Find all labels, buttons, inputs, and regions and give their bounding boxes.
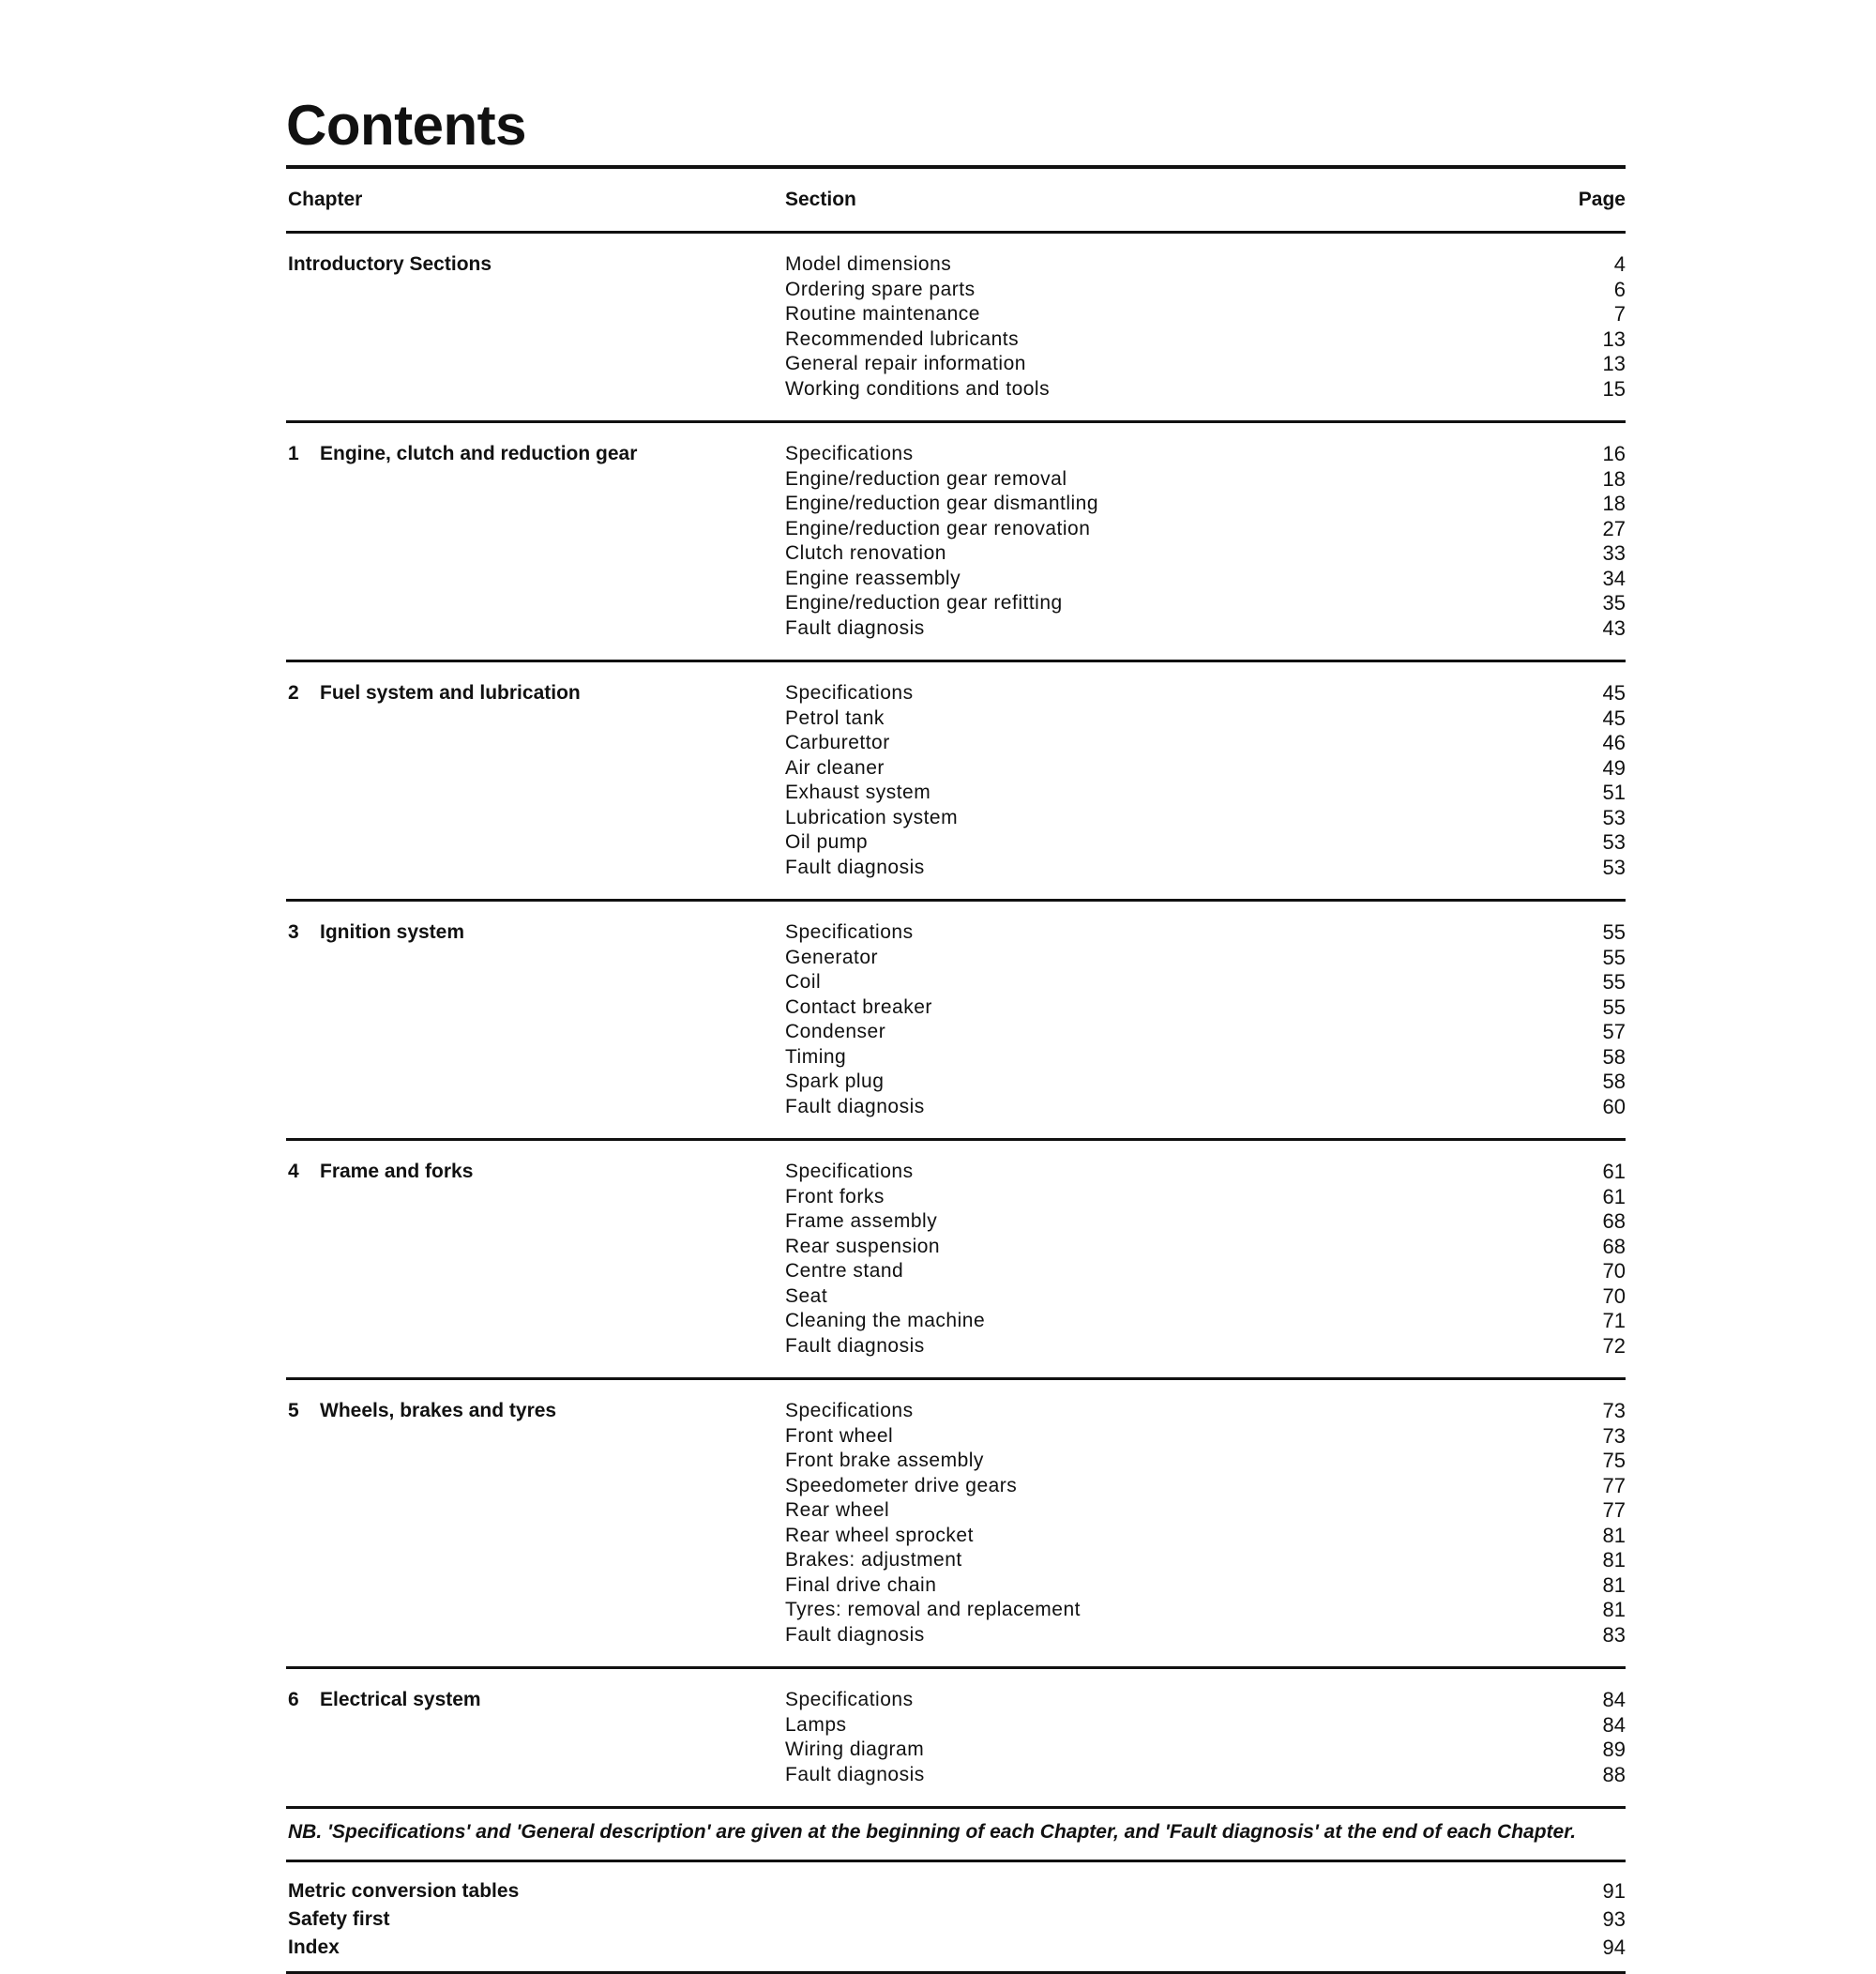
chapter-block [286, 234, 1626, 420]
chapter-block [286, 902, 1626, 1138]
section-row [785, 1095, 1626, 1120]
section-row [785, 1045, 1626, 1071]
section-page: 73 [1602, 1399, 1626, 1422]
section-page: 45 [1602, 681, 1626, 705]
section-page: 61 [1602, 1184, 1626, 1208]
section-list [785, 442, 1626, 641]
section-page: 49 [1602, 755, 1626, 780]
section-row [785, 681, 1626, 706]
section-page: 70 [1602, 1259, 1626, 1283]
contents-page [286, 86, 1626, 1974]
section-page: 72 [1602, 1333, 1626, 1358]
section-row [785, 781, 1626, 806]
section-name: Specifications [785, 682, 914, 704]
section-page: 57 [1602, 1020, 1626, 1043]
section-name: Speedometer drive gears [785, 1474, 1018, 1496]
section-page: 45 [1602, 706, 1626, 730]
chapter-title: Engine, clutch and reduction gear [320, 443, 638, 464]
appendix-row [286, 1877, 1626, 1906]
section-name: Front wheel [785, 1424, 894, 1447]
section-row [785, 591, 1626, 616]
section-page: 16 [1602, 442, 1626, 465]
section-name: Spark plug [785, 1071, 885, 1092]
chapter-title: Ignition system [320, 921, 465, 943]
chapter-list [286, 231, 1626, 1806]
section-row [785, 806, 1626, 831]
section-row [785, 541, 1626, 567]
section-name: Ordering spare parts [785, 278, 976, 300]
section-name: Generator [785, 946, 879, 968]
chapter-number: 2 [288, 682, 299, 704]
section-row [785, 1738, 1626, 1763]
section-name: Oil pump [785, 831, 869, 853]
section-row [785, 1309, 1626, 1334]
chapter-title: Introductory Sections [288, 253, 492, 275]
section-name: Fault diagnosis [785, 616, 925, 639]
section-name: Coil [785, 971, 822, 993]
section-name: Timing [785, 1045, 847, 1068]
section-row [785, 327, 1626, 353]
chapter-number: 3 [288, 921, 299, 943]
section-page: 81 [1602, 1598, 1626, 1621]
section-row [785, 1763, 1626, 1788]
section-page: 53 [1602, 855, 1626, 879]
section-row [785, 1424, 1626, 1450]
section-name: Air cleaner [785, 756, 885, 779]
section-name: Frame assembly [785, 1210, 938, 1232]
appendix-page: 93 [1602, 1907, 1626, 1931]
section-name: Fault diagnosis [785, 856, 925, 878]
section-name: Engine/reduction gear renovation [785, 517, 1091, 539]
section-page: 60 [1602, 1094, 1626, 1118]
section-row [785, 492, 1626, 517]
section-row [785, 352, 1626, 377]
section-name: Routine maintenance [785, 303, 980, 325]
section-row [785, 1160, 1626, 1185]
chapter-block [286, 1669, 1626, 1806]
section-page: 70 [1602, 1283, 1626, 1308]
section-page: 18 [1602, 492, 1626, 515]
section-row [785, 1474, 1626, 1499]
section-page: 46 [1602, 731, 1626, 754]
section-row [785, 1334, 1626, 1359]
section-row [785, 756, 1626, 782]
chapter-heading [286, 442, 785, 641]
section-page: 81 [1602, 1548, 1626, 1572]
section-page: 55 [1602, 920, 1626, 944]
chapter-number: 5 [288, 1400, 299, 1421]
section-row [785, 567, 1626, 592]
section-row [785, 1235, 1626, 1260]
chapter-heading [286, 252, 785, 402]
section-name: Specifications [785, 921, 914, 943]
section-row [785, 1713, 1626, 1739]
section-page: 61 [1602, 1160, 1626, 1183]
section-name: Brakes: adjustment [785, 1549, 962, 1571]
appendix-title: Metric conversion tables [288, 1880, 520, 1902]
section-name: Front forks [785, 1185, 885, 1207]
section-name: Model dimensions [785, 253, 952, 275]
section-row [785, 970, 1626, 995]
section-row [785, 377, 1626, 402]
section-page: 71 [1602, 1309, 1626, 1332]
section-name: Centre stand [785, 1260, 904, 1282]
section-name: Lamps [785, 1713, 847, 1736]
section-page: 84 [1602, 1712, 1626, 1737]
chapter-block [286, 423, 1626, 660]
section-name: Recommended lubricants [785, 327, 1020, 350]
section-name: Final drive chain [785, 1573, 937, 1596]
chapter-block [286, 662, 1626, 899]
section-page: 6 [1613, 277, 1626, 301]
section-name: Cleaning the machine [785, 1310, 986, 1331]
section-name: General repair information [785, 353, 1026, 374]
section-page: 33 [1602, 541, 1626, 565]
section-name: Carburettor [785, 732, 890, 753]
section-row [785, 1498, 1626, 1524]
appendix-page: 91 [1602, 1879, 1626, 1903]
section-row [785, 731, 1626, 756]
section-name: Engine/reduction gear dismantling [785, 493, 1099, 514]
section-row [785, 920, 1626, 946]
section-name: Working conditions and tools [785, 377, 1051, 400]
section-page: 13 [1602, 326, 1626, 351]
section-name: Rear wheel sprocket [785, 1524, 974, 1546]
section-page: 7 [1613, 302, 1626, 326]
section-page: 81 [1602, 1523, 1626, 1547]
chapter-number: 4 [288, 1161, 299, 1182]
section-name: Seat [785, 1284, 828, 1307]
section-name: Specifications [785, 1689, 914, 1710]
section-name: Rear suspension [785, 1235, 941, 1257]
section-name: Wiring diagram [785, 1739, 925, 1760]
chapter-title: Fuel system and lubrication [320, 682, 581, 704]
section-name: Specifications [785, 1161, 914, 1182]
section-list [785, 1160, 1626, 1359]
section-name: Fault diagnosis [785, 1763, 925, 1785]
section-page: 88 [1602, 1762, 1626, 1786]
section-page: 34 [1602, 566, 1626, 590]
section-row [785, 252, 1626, 278]
section-page: 58 [1602, 1044, 1626, 1069]
section-row [785, 517, 1626, 542]
chapter-title: Wheels, brakes and tyres [320, 1400, 557, 1421]
section-page: 4 [1613, 252, 1626, 276]
section-page: 15 [1602, 376, 1626, 401]
section-row [785, 1524, 1626, 1549]
section-name: Rear wheel [785, 1499, 890, 1521]
section-page: 35 [1602, 591, 1626, 615]
chapter-title: Electrical system [320, 1689, 481, 1710]
section-row [785, 1399, 1626, 1424]
appendix-row [286, 1906, 1626, 1934]
column-headers [286, 169, 1626, 231]
section-row [785, 1284, 1626, 1310]
appendix-row [286, 1934, 1626, 1962]
section-name: Condenser [785, 1021, 886, 1042]
section-page: 84 [1602, 1688, 1626, 1711]
section-row [785, 442, 1626, 467]
chapter-heading [286, 1688, 785, 1787]
section-page: 55 [1602, 995, 1626, 1019]
section-row [785, 1573, 1626, 1599]
section-row [785, 1185, 1626, 1210]
section-page: 27 [1602, 516, 1626, 540]
section-row [785, 856, 1626, 881]
section-list [785, 1688, 1626, 1787]
section-list [785, 1399, 1626, 1648]
section-name: Tyres: removal and replacement [785, 1599, 1081, 1620]
section-list [785, 920, 1626, 1119]
section-page: 58 [1602, 1070, 1626, 1093]
section-name: Fault diagnosis [785, 1623, 925, 1646]
section-row [785, 467, 1626, 493]
section-name: Specifications [785, 443, 914, 464]
section-page: 89 [1602, 1738, 1626, 1761]
section-row [785, 1070, 1626, 1095]
section-name: Specifications [785, 1400, 914, 1421]
section-row [785, 1598, 1626, 1623]
section-page: 77 [1602, 1473, 1626, 1497]
section-page: 51 [1602, 781, 1626, 804]
chapter-title: Frame and forks [320, 1161, 474, 1182]
section-name: Clutch renovation [785, 542, 946, 564]
section-name: Fault diagnosis [785, 1334, 925, 1357]
section-row [785, 1020, 1626, 1045]
chapter-heading [286, 1160, 785, 1359]
section-row [785, 946, 1626, 971]
appendix-page: 94 [1602, 1936, 1626, 1959]
section-name: Lubrication system [785, 806, 959, 828]
section-row [785, 616, 1626, 642]
section-page: 43 [1602, 615, 1626, 640]
section-row [785, 278, 1626, 303]
section-page: 53 [1602, 805, 1626, 829]
section-row [785, 1259, 1626, 1284]
section-page: 53 [1602, 830, 1626, 854]
section-name: Petrol tank [785, 706, 885, 729]
section-row [785, 1449, 1626, 1474]
chapter-block [286, 1380, 1626, 1666]
header-section: Section [785, 189, 856, 210]
section-row [785, 830, 1626, 856]
section-name: Fault diagnosis [785, 1095, 925, 1117]
section-name: Contact breaker [785, 995, 932, 1018]
section-page: 75 [1602, 1449, 1626, 1472]
section-page: 73 [1602, 1423, 1626, 1448]
section-row [785, 1623, 1626, 1648]
appendix-list [286, 1862, 1626, 1971]
section-name: Engine/reduction gear removal [785, 467, 1067, 490]
section-row [785, 1548, 1626, 1573]
section-page: 55 [1602, 970, 1626, 994]
section-page: 77 [1602, 1498, 1626, 1522]
section-page: 68 [1602, 1234, 1626, 1258]
chapter-block [286, 1141, 1626, 1377]
chapter-number: 1 [288, 443, 299, 464]
section-list [785, 252, 1626, 402]
chapter-heading [286, 681, 785, 880]
section-list [785, 681, 1626, 880]
section-name: Engine/reduction gear refitting [785, 592, 1063, 614]
page-title: Contents [286, 94, 526, 157]
section-row [785, 706, 1626, 732]
section-row [785, 302, 1626, 327]
section-page: 68 [1602, 1209, 1626, 1233]
chapter-heading [286, 1399, 785, 1648]
chapter-heading [286, 920, 785, 1119]
appendix-title: Index [288, 1936, 340, 1958]
section-page: 18 [1602, 466, 1626, 491]
section-name: Exhaust system [785, 782, 931, 803]
header-chapter: Chapter [288, 189, 363, 210]
section-page: 81 [1602, 1572, 1626, 1597]
section-row [785, 1688, 1626, 1713]
section-row [785, 1209, 1626, 1235]
section-row [785, 995, 1626, 1021]
chapter-number: 6 [288, 1689, 299, 1710]
section-page: 83 [1602, 1622, 1626, 1647]
footnote: NB. 'Specifications' and 'General description' are given at the beginning of each Chapter, and 'Fault diagnosis' at the end of each Chapter. [288, 1821, 1577, 1843]
appendix-title: Safety first [288, 1908, 390, 1930]
section-name: Front brake assembly [785, 1450, 984, 1471]
header-page: Page [1578, 189, 1626, 210]
section-page: 13 [1602, 352, 1626, 375]
section-page: 55 [1602, 945, 1626, 969]
section-name: Engine reassembly [785, 567, 961, 589]
